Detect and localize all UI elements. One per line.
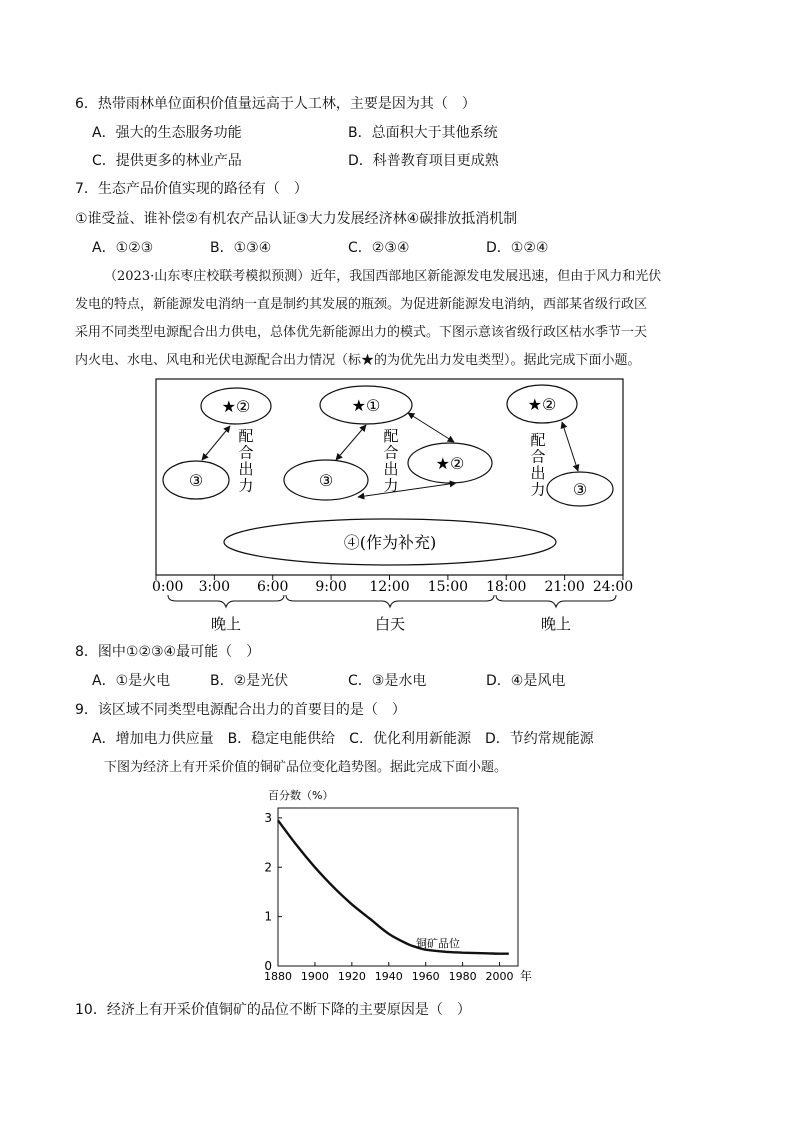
time-label: 3:00 xyxy=(198,579,231,595)
time-label: 12:00 xyxy=(369,579,410,595)
q7-items: ①谁受益、谁补偿②有机农产品认证③大力发展经济林④碳排放抵消机制 xyxy=(75,211,518,227)
night2-bottom-label: ③ xyxy=(572,480,588,499)
q7-option-b[interactable]: B．①③④ xyxy=(210,240,272,256)
period-night1: 晚上 xyxy=(210,615,242,633)
power-dispatch-diagram xyxy=(150,375,650,637)
chart-series-label: 铜矿品位 xyxy=(416,937,460,950)
passage1-line-4: 内火电、水电、风电和光伏电源配合出力情况（标★的为优先出力发电类型）。据此完成下面小题。 xyxy=(75,353,641,368)
x-tick-label: 1880 xyxy=(264,970,292,983)
brace-night1 xyxy=(168,595,284,607)
q7-option-d[interactable]: D．①②④ xyxy=(486,240,549,256)
q8-option-b[interactable]: B．②是光伏 xyxy=(210,673,289,689)
time-label: 24:00 xyxy=(592,579,634,595)
q6-option-d[interactable]: D．科普教育项目更成熟 xyxy=(348,153,499,169)
day-left-label: ③ xyxy=(318,471,334,490)
q9-stem: 9．该区域不同类型电源配合出力的首要目的是（ ） xyxy=(75,702,406,718)
day-arrow-left xyxy=(336,425,366,460)
q8-option-a[interactable]: A．①是火电 xyxy=(92,673,171,689)
q6-option-b[interactable]: B．总面积大于其他系统 xyxy=(348,125,498,141)
brace-night2 xyxy=(496,595,616,607)
chart-ticks xyxy=(264,811,514,983)
x-tick-label: 1900 xyxy=(300,970,329,983)
y-tick-label: 1 xyxy=(264,909,272,924)
day-right-label: ★② xyxy=(435,454,465,473)
q6-option-a[interactable]: A．强大的生态服务功能 xyxy=(92,125,242,141)
q8-stem: 8．图中①②③④最可能（ ） xyxy=(75,644,261,660)
x-tick-label: 1960 xyxy=(411,970,440,983)
copper-grade-line xyxy=(278,820,509,953)
night2-arrow xyxy=(562,422,578,471)
q7-option-c[interactable]: C．②③④ xyxy=(348,240,410,256)
q6-stem: 6．热带雨林单位面积价值量远高于人工林，主要是因为其（ ） xyxy=(75,96,476,112)
copper-grade-chart xyxy=(258,784,538,984)
day-arrow-bottom xyxy=(358,483,456,497)
day-top-label: ★① xyxy=(351,396,381,415)
night1-bottom-label: ③ xyxy=(188,471,204,490)
q7-option-a[interactable]: A．①②③ xyxy=(92,240,154,256)
y-tick-label: 2 xyxy=(264,860,272,875)
period-night2: 晚上 xyxy=(540,615,572,633)
supplement-label: ④(作为补充) xyxy=(343,533,437,552)
brace-day xyxy=(286,595,494,607)
chart-plot-frame xyxy=(278,808,518,966)
time-label: 18:00 xyxy=(486,579,527,595)
passage1-line-2: 发电的特点，新能源发电消纳一直是制约其发展的瓶颈。为促进新能源发电消纳，西部某省级行政区 xyxy=(75,297,648,312)
x-tick-label: 1920 xyxy=(337,970,366,983)
passage1-line-3: 采用不同类型电源配合出力供电，总体优先新能源出力的模式。下图示意该省级行政区枯水季节一天 xyxy=(75,325,648,340)
time-label: 9:00 xyxy=(315,579,347,595)
x-tick-label: 1940 xyxy=(374,970,403,983)
night1-top-label: ★② xyxy=(221,397,251,416)
y-tick-label: 3 xyxy=(264,810,272,825)
time-label: 0:00 xyxy=(152,579,184,595)
night1-arrow xyxy=(202,426,230,460)
chart-ylabel: 百分数（%） xyxy=(268,789,334,802)
night2-top-label: ★② xyxy=(527,395,557,414)
time-axis xyxy=(152,575,633,595)
q8-option-c[interactable]: C．③是水电 xyxy=(348,673,427,689)
y-tick-label: 0 xyxy=(264,959,272,973)
time-label: 21:00 xyxy=(544,579,585,595)
x-tick-label: 2000 xyxy=(485,970,514,983)
q8-option-d[interactable]: D．④是风电 xyxy=(486,673,566,689)
night2-coop-label: 配合出力 xyxy=(530,431,546,499)
passage2: 下图为经济上有开采价值的铜矿品位变化趋势图。据此完成下面小题。 xyxy=(104,760,508,775)
time-label: 15:00 xyxy=(427,579,469,595)
time-label: 6:00 xyxy=(257,579,289,595)
passage1-line-1: （2023·山东枣庄校联考模拟预测）近年，我国西部地区新能源发电发展迅速，但由于风力和光伏 xyxy=(104,269,662,284)
q7-stem: 7．生态产品价值实现的路径有（ ） xyxy=(75,181,308,197)
day-coop-label: 配合出力 xyxy=(383,427,399,495)
period-day: 白天 xyxy=(374,615,406,633)
night1-coop-label: 配合出力 xyxy=(238,427,254,495)
q10-stem: 10．经济上有开采价值铜矿的品位不断下降的主要原因是（ ） xyxy=(75,1002,471,1018)
day-arrow-right xyxy=(408,413,454,442)
q9-options[interactable]: A．增加电力供应量 B．稳定电能供给 C．优化利用新能源 D．节约常规能源 xyxy=(92,731,594,747)
chart-xlabel: 年 xyxy=(520,969,533,983)
q6-option-c[interactable]: C．提供更多的林业产品 xyxy=(92,153,242,169)
x-tick-label: 1980 xyxy=(448,970,477,983)
